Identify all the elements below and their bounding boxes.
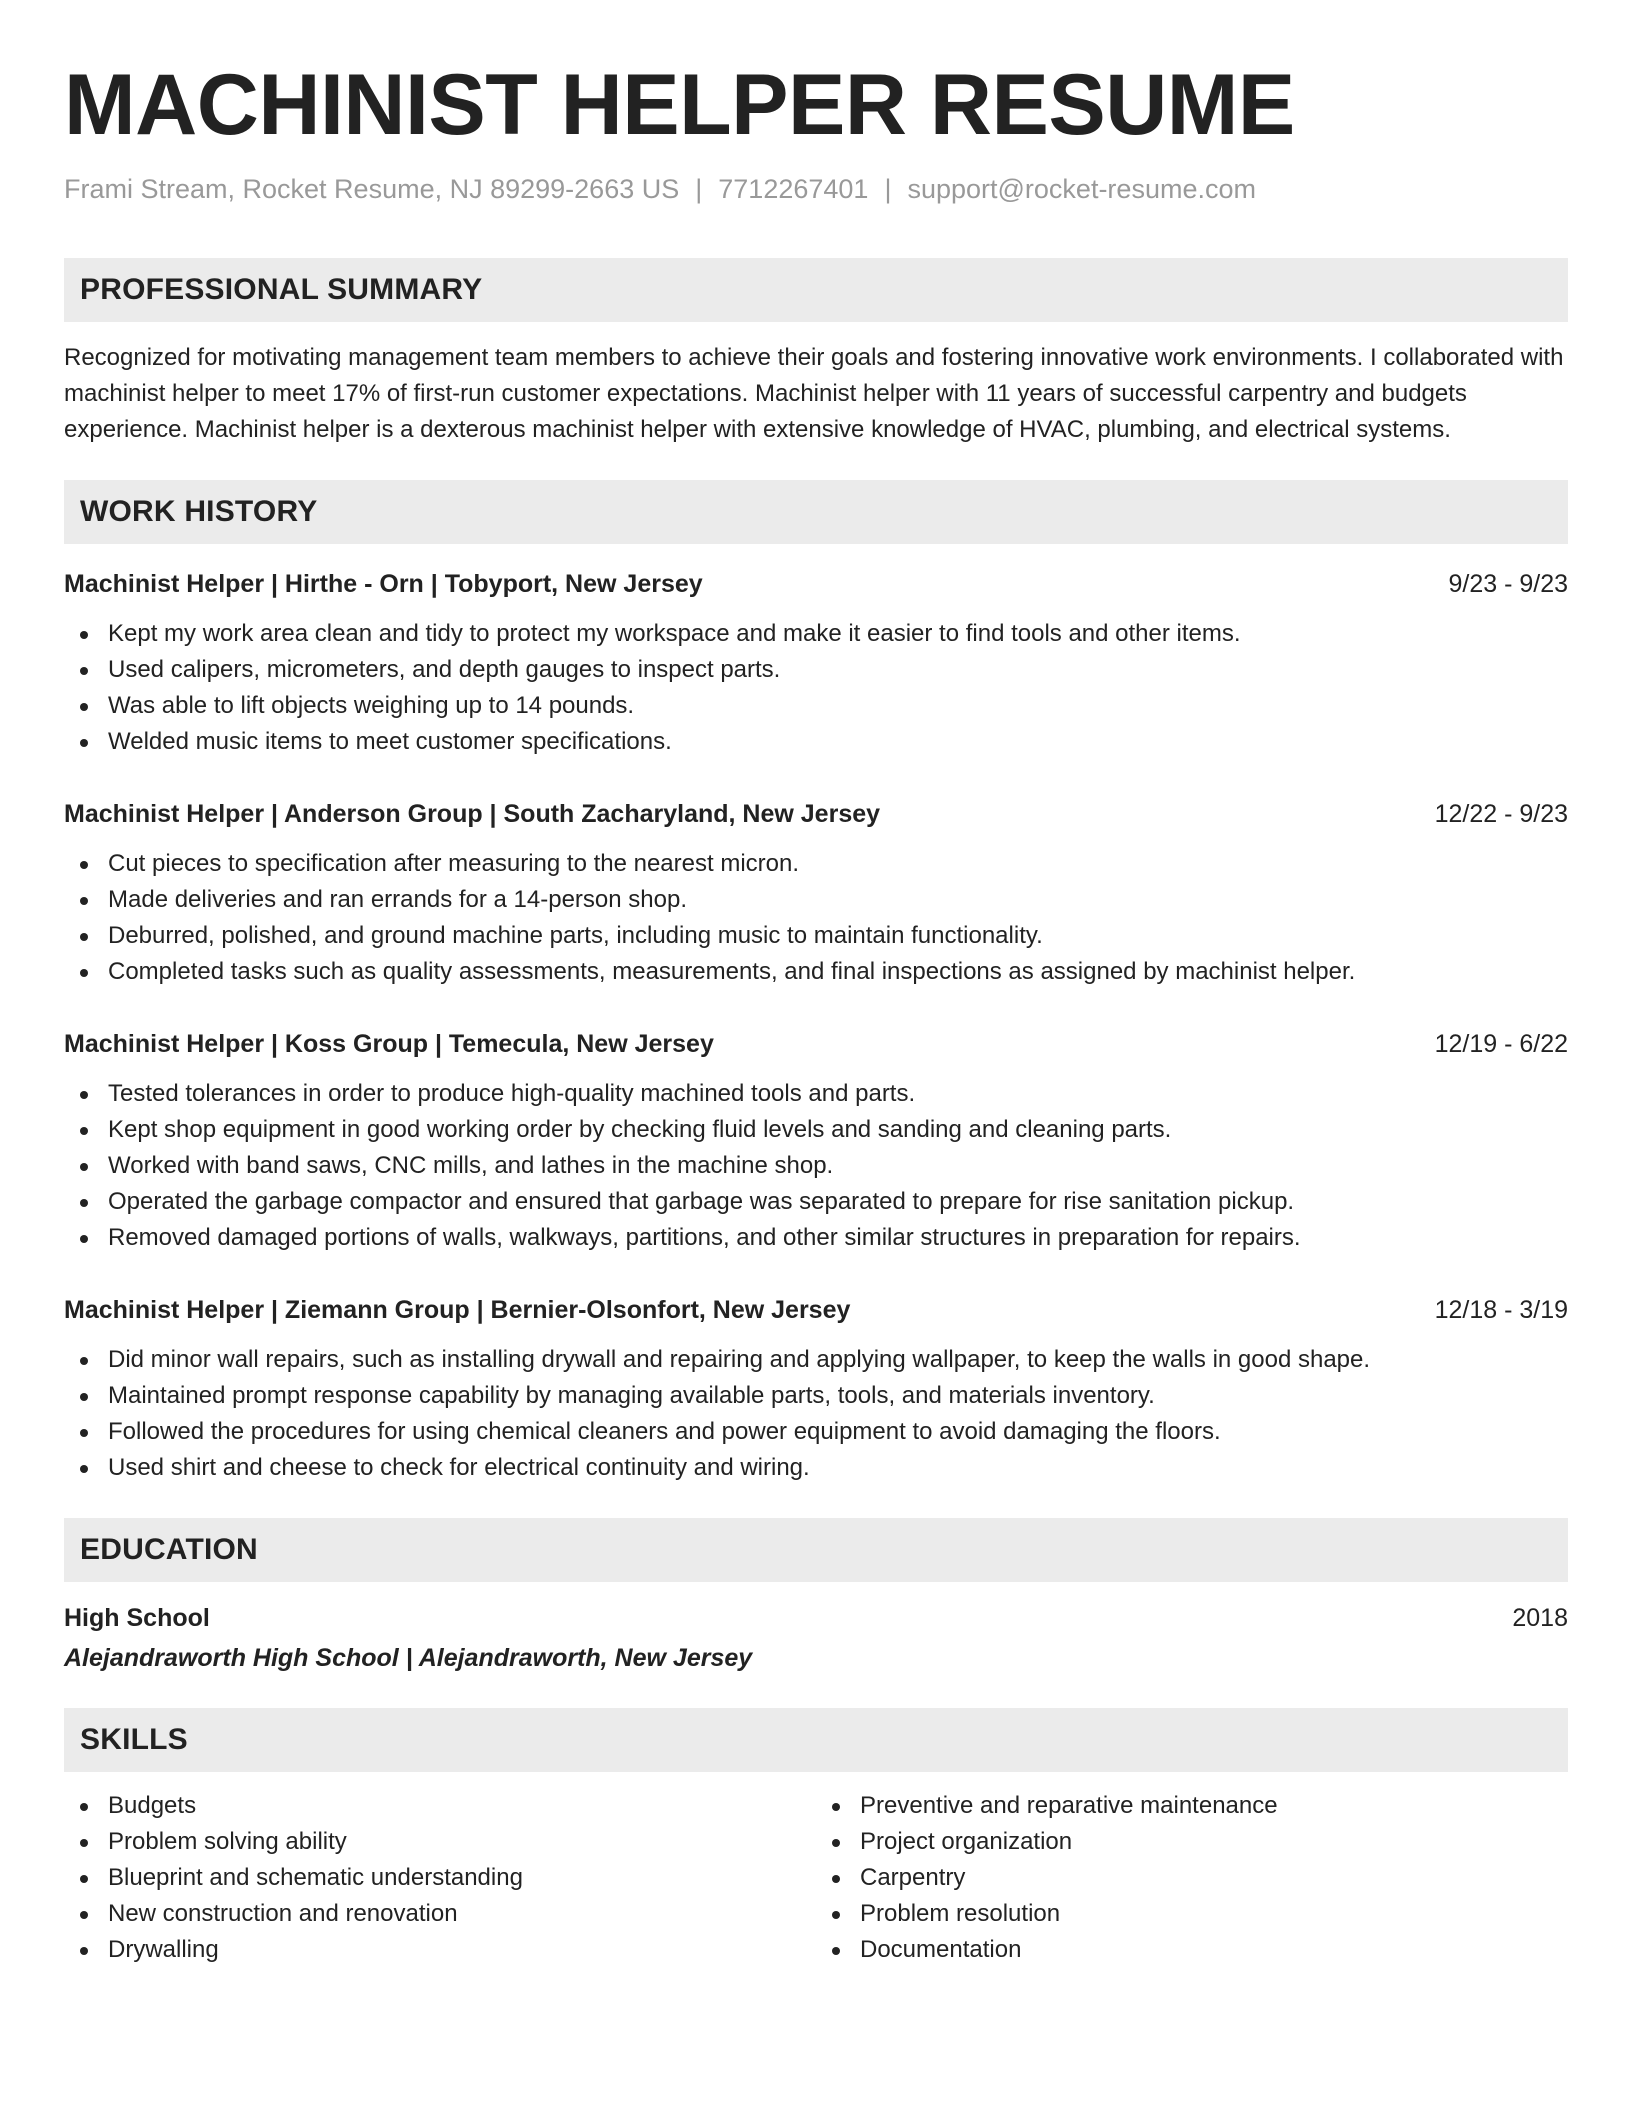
- resume-title: MACHINIST HELPER RESUME: [64, 57, 1295, 153]
- list-item: Drywalling: [64, 1932, 816, 1968]
- job-date: 12/19 - 6/22: [1434, 1030, 1568, 1058]
- skills-column-right: [816, 1788, 1568, 1968]
- job-bullets: [64, 1076, 1568, 1256]
- list-item: Budgets: [64, 1788, 816, 1824]
- section-heading: WORK HISTORY: [80, 495, 318, 528]
- job-entry: [64, 1292, 1568, 1486]
- list-item: Maintained prompt response capability by managing available parts, tools, and materials inventory.: [64, 1378, 1568, 1414]
- section-header-skills: [64, 1708, 1568, 1772]
- skills-list: [64, 1788, 1568, 1968]
- section-header-education: [64, 1518, 1568, 1582]
- job-date: 12/22 - 9/23: [1434, 800, 1568, 828]
- education-year: 2018: [1512, 1604, 1568, 1632]
- list-item: Made deliveries and ran errands for a 14-person shop.: [64, 882, 1568, 918]
- education-entry: [64, 1600, 1568, 1676]
- section-heading: SKILLS: [80, 1723, 188, 1756]
- skills-column-left: [64, 1788, 816, 1968]
- list-item: Followed the procedures for using chemical cleaners and power equipment to avoid damaging the floors.: [64, 1414, 1568, 1450]
- list-item: Kept shop equipment in good working order by checking fluid levels and sanding and cleaning parts.: [64, 1112, 1568, 1148]
- list-item: Worked with band saws, CNC mills, and lathes in the machine shop.: [64, 1148, 1568, 1184]
- job-entry: [64, 1026, 1568, 1256]
- section-heading: PROFESSIONAL SUMMARY: [80, 273, 483, 306]
- list-item: Documentation: [816, 1932, 1568, 1968]
- section-heading: EDUCATION: [80, 1533, 258, 1566]
- job-bullets: [64, 846, 1568, 990]
- list-item: Preventive and reparative maintenance: [816, 1788, 1568, 1824]
- list-item: New construction and renovation: [64, 1896, 816, 1932]
- list-item: Was able to lift objects weighing up to 14 pounds.: [64, 688, 1568, 724]
- list-item: Problem resolution: [816, 1896, 1568, 1932]
- job-title: Machinist Helper | Ziemann Group | Bernier-Olsonfort, New Jersey: [64, 1296, 851, 1324]
- contact-address: Frami Stream, Rocket Resume, NJ 89299-2663 US: [64, 174, 680, 204]
- job-date: 12/18 - 3/19: [1434, 1296, 1568, 1324]
- job-title: Machinist Helper | Koss Group | Temecula, New Jersey: [64, 1030, 714, 1058]
- job-entry: [64, 796, 1568, 990]
- job-date: 9/23 - 9/23: [1448, 570, 1568, 598]
- list-item: Did minor wall repairs, such as installing drywall and repairing and applying wallpaper, to keep the walls in good shape.: [64, 1342, 1568, 1378]
- education-school: Alejandraworth High School | Alejandraworth, New Jersey: [64, 1644, 753, 1672]
- list-item: Tested tolerances in order to produce high-quality machined tools and parts.: [64, 1076, 1568, 1112]
- contact-phone: 7712267401: [718, 174, 869, 204]
- section-header-summary: [64, 258, 1568, 322]
- job-title: Machinist Helper | Anderson Group | South Zacharyland, New Jersey: [64, 800, 881, 828]
- summary-text: Recognized for motivating management team members to achieve their goals and fostering innovative work environments. I collaborated with machinist helper to meet 17% of first-run customer expectations. Machinist helper with 11 years of successful carpentry and budgets experience. Machinist helper is a dexterous machinist helper with extensive knowledge of HVAC, plumbing, and electrical systems.: [64, 344, 1564, 443]
- list-item: Welded music items to meet customer specifications.: [64, 724, 1568, 760]
- job-entry: [64, 566, 1568, 760]
- contact-separator: |: [884, 174, 892, 204]
- list-item: Problem solving ability: [64, 1824, 816, 1860]
- list-item: Used calipers, micrometers, and depth gauges to inspect parts.: [64, 652, 1568, 688]
- list-item: Used shirt and cheese to check for electrical continuity and wiring.: [64, 1450, 1568, 1486]
- list-item: Operated the garbage compactor and ensured that garbage was separated to prepare for rise sanitation pickup.: [64, 1184, 1568, 1220]
- list-item: Project organization: [816, 1824, 1568, 1860]
- contact-line: [64, 172, 1568, 206]
- section-header-work-history: [64, 480, 1568, 544]
- contact-email: support@rocket-resume.com: [907, 174, 1256, 204]
- contact-separator: |: [695, 174, 703, 204]
- list-item: Blueprint and schematic understanding: [64, 1860, 816, 1896]
- list-item: Carpentry: [816, 1860, 1568, 1896]
- job-bullets: [64, 616, 1568, 760]
- list-item: Deburred, polished, and ground machine parts, including music to maintain functionality.: [64, 918, 1568, 954]
- job-title: Machinist Helper | Hirthe - Orn | Tobyport, New Jersey: [64, 570, 703, 598]
- list-item: Kept my work area clean and tidy to protect my workspace and make it easier to find tools and other items.: [64, 616, 1568, 652]
- list-item: Cut pieces to specification after measuring to the nearest micron.: [64, 846, 1568, 882]
- job-bullets: [64, 1342, 1568, 1486]
- list-item: Removed damaged portions of walls, walkways, partitions, and other similar structures in preparation for repairs.: [64, 1220, 1568, 1256]
- list-item: Completed tasks such as quality assessments, measurements, and final inspections as assigned by machinist helper.: [64, 954, 1568, 990]
- education-degree: High School: [64, 1604, 210, 1632]
